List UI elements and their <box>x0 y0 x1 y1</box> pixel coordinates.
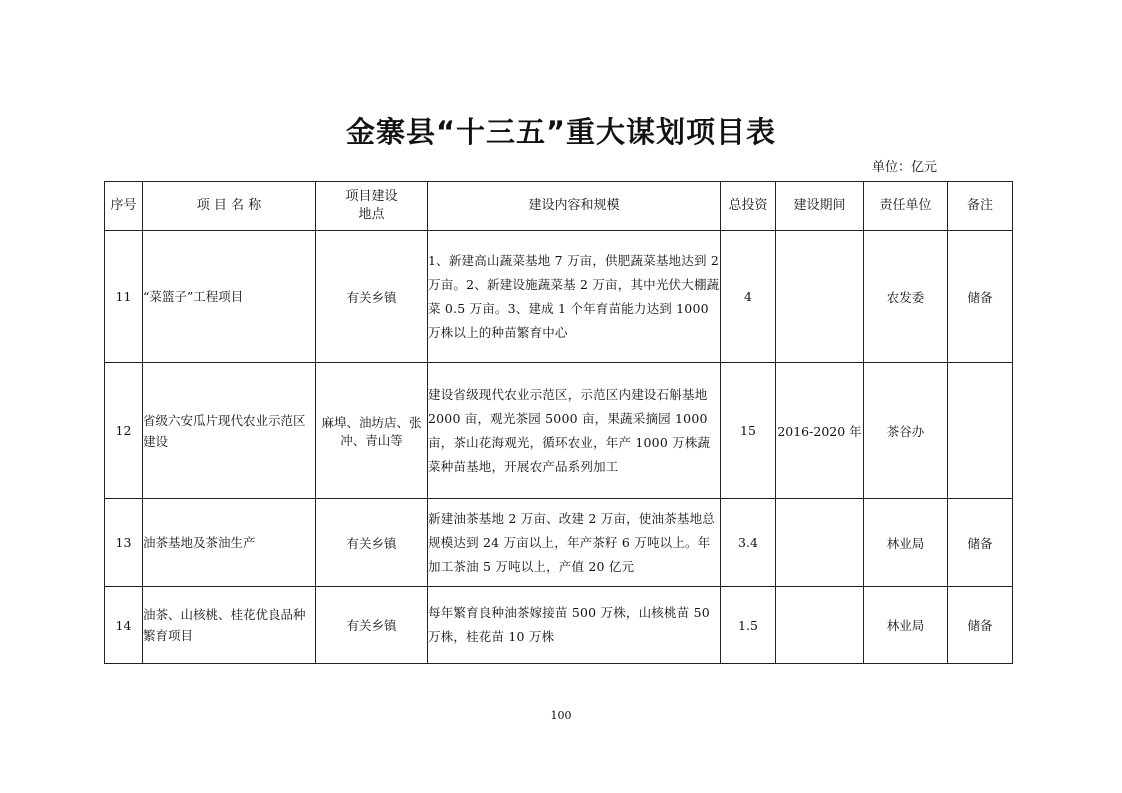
header-seq: 序号 <box>105 182 143 231</box>
row-location: 麻埠、油坊店、张冲、青山等 <box>316 363 428 499</box>
row-period <box>776 587 864 664</box>
unit-label: 单位：亿元 <box>872 160 938 175</box>
row-content: 每年繁育良种油茶嫁接苗 500 万株，山核桃苗 50 万株，桂花苗 10 万株 <box>428 587 721 664</box>
header-location-line2: 地点 <box>358 207 385 222</box>
row-investment: 4 <box>721 231 776 363</box>
row-period <box>776 231 864 363</box>
row-content: 新建油茶基地 2 万亩、改建 2 万亩，使油茶基地总规模达到 24 万亩以上，年产茶籽 6 万吨以上。年加工茶油 5 万吨以上，产值 20 亿元 <box>428 499 721 587</box>
row-seq: 11 <box>105 231 143 363</box>
page-number: 100 <box>550 709 572 722</box>
table-row <box>105 499 1013 587</box>
project-table <box>104 181 1013 664</box>
row-seq: 12 <box>105 363 143 499</box>
row-location: 有关乡镇 <box>316 231 428 363</box>
row-remark: 储备 <box>948 499 1013 587</box>
row-investment: 15 <box>721 363 776 499</box>
table-row <box>105 363 1013 499</box>
table-row <box>105 231 1013 363</box>
row-seq: 14 <box>105 587 143 664</box>
header-location-line1: 项目建设 <box>345 189 398 204</box>
header-content: 建设内容和规模 <box>428 182 721 231</box>
row-investment: 3.4 <box>721 499 776 587</box>
row-name: 油茶、山核桃、桂花优良品种繁育项目 <box>143 587 316 664</box>
row-unit: 林业局 <box>864 587 948 664</box>
page-title: 金寨县“十三五”重大谋划项目表 <box>345 115 777 149</box>
row-period <box>776 499 864 587</box>
row-name: 省级六安瓜片现代农业示范区建设 <box>143 363 316 499</box>
row-location: 有关乡镇 <box>316 587 428 664</box>
row-remark: 储备 <box>948 231 1013 363</box>
row-period: 2016-2020 年 <box>776 363 864 499</box>
row-name: 油茶基地及茶油生产 <box>143 499 316 587</box>
table-row <box>105 587 1013 664</box>
header-remark: 备注 <box>948 182 1013 231</box>
row-investment: 1.5 <box>721 587 776 664</box>
row-unit: 茶谷办 <box>864 363 948 499</box>
header-location <box>316 182 428 231</box>
header-unit: 责任单位 <box>864 182 948 231</box>
row-remark <box>948 363 1013 499</box>
row-location: 有关乡镇 <box>316 499 428 587</box>
row-content: 建设省级现代农业示范区，示范区内建设石斛基地 2000 亩，观光茶园 5000 亩，果蔬采摘园 1000 亩，茶山花海观光，循环农业，年产 1000 万株蔬菜种苗基地，开展农产品系列加工 <box>428 363 721 499</box>
row-unit: 农发委 <box>864 231 948 363</box>
row-seq: 13 <box>105 499 143 587</box>
row-name: “菜篮子”工程项目 <box>143 231 316 363</box>
row-content: 1、新建高山蔬菜基地 7 万亩，供肥蔬菜基地达到 2 万亩。2、新建设施蔬菜基 2 万亩，其中光伏大棚蔬菜 0.5 万亩。3、建成 1 个年育苗能力达到 1000 万株以上的种苗繁育中心 <box>428 231 721 363</box>
row-remark: 储备 <box>948 587 1013 664</box>
row-unit: 林业局 <box>864 499 948 587</box>
header-period: 建设期间 <box>776 182 864 231</box>
table-header-row <box>105 182 1013 231</box>
header-name: 项 目 名 称 <box>143 182 316 231</box>
header-investment: 总投资 <box>721 182 776 231</box>
